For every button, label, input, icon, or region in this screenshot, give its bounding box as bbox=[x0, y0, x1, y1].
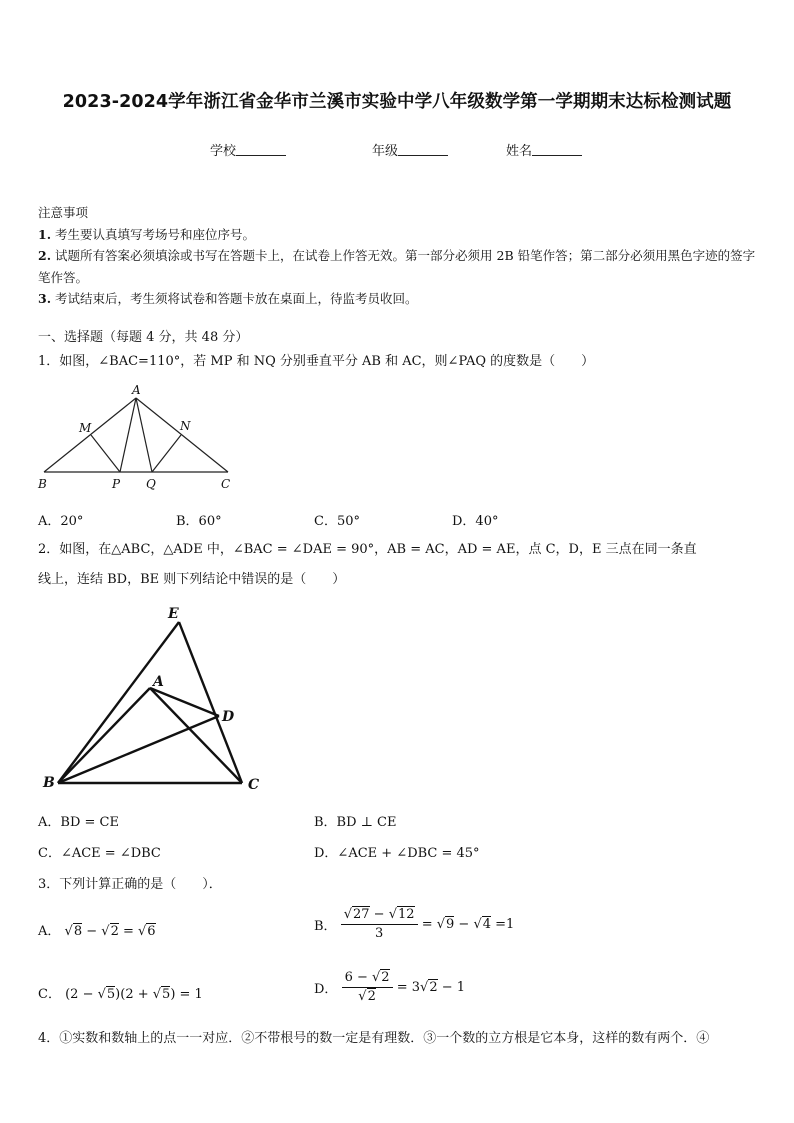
label-n: N bbox=[180, 419, 191, 433]
school-field bbox=[210, 140, 286, 159]
note-item: 2. 试题所有答案必须填涂或书写在答题卡上，在试卷上作答无效。第一部分必须用 2B 铅笔作答；第二部分必须用黑色字迹的签字笔作答。 bbox=[38, 248, 756, 285]
question-1-stem: 1．如图，∠BAC=110°，若 MP 和 NQ 分别垂直平分 AB 和 AC，则∠PAQ 的度数是（ ） bbox=[38, 354, 595, 369]
q3-option-a: A． √8 − √2 = √6 bbox=[38, 924, 156, 939]
grade-label: 年级 bbox=[372, 144, 399, 159]
question-4-stem: 4．①实数和数轴上的点一一对应．②不带根号的数一定是有理数．③一个数的立方根是它本身，这样的数有两个．④ bbox=[38, 1031, 710, 1046]
question-3-stem: 3．下列计算正确的是（ ）． bbox=[38, 877, 222, 892]
q3-option-c: C． (2 − √5)(2 + √5) = 1 bbox=[38, 987, 203, 1002]
label-m: M bbox=[79, 421, 92, 435]
q2-option-c: C．∠ACE = ∠DBC bbox=[38, 846, 161, 861]
label-e: E bbox=[168, 606, 179, 622]
label-b: B bbox=[43, 775, 55, 791]
q2-option-a: A．BD = CE bbox=[38, 815, 119, 830]
question-2-stem-line1: 2．如图，在△ABC，△ADE 中，∠BAC = ∠DAE = 90°，AB = AC，AD = AE，点 C，D，E 三点在同一条直 bbox=[38, 542, 697, 557]
question-2-stem-line2: 线上，连结 BD，BE 则下列结论中错误的是（ ） bbox=[38, 572, 346, 587]
label-a: A bbox=[153, 674, 164, 690]
q3-option-d: D． $\frac{6 - √2}{√2}$ = 3√2 − 1 bbox=[314, 970, 466, 1004]
q1-option-a: A．20° bbox=[38, 514, 84, 529]
notes-heading: 注意事项 bbox=[38, 205, 89, 220]
question-1-figure bbox=[34, 380, 234, 495]
label-c: C bbox=[248, 777, 260, 793]
q3-option-b: B． $\frac{√27 - √12}{3}$ = √9 − √4 =1 bbox=[314, 907, 515, 941]
q2-option-b: B．BD ⊥ CE bbox=[314, 815, 397, 830]
section-heading: 一、选择题（每题 4 分，共 48 分） bbox=[38, 330, 249, 345]
grade-blank bbox=[398, 143, 448, 156]
label-q: Q bbox=[146, 477, 156, 491]
label-a: A bbox=[132, 383, 141, 397]
label-d: D bbox=[222, 709, 235, 725]
q1-option-d: D．40° bbox=[452, 514, 499, 529]
label-b: B bbox=[38, 477, 47, 491]
question-2-figure bbox=[38, 600, 268, 800]
grade-field bbox=[372, 140, 448, 159]
school-blank bbox=[236, 143, 286, 156]
page-title: 2023-2024学年浙江省金华市兰溪市实验中学八年级数学第一学期期末达标检测试题 bbox=[62, 92, 732, 112]
name-field bbox=[506, 140, 582, 159]
label-p: P bbox=[112, 477, 121, 491]
q2-option-d: D．∠ACE + ∠DBC = 45° bbox=[314, 846, 480, 861]
q1-option-c: C．50° bbox=[314, 514, 360, 529]
note-item: 1. 考生要认真填写考场号和座位序号。 bbox=[38, 226, 256, 242]
school-label: 学校 bbox=[210, 144, 237, 159]
notes-block bbox=[38, 202, 760, 310]
name-label: 姓名 bbox=[506, 144, 533, 159]
name-blank bbox=[532, 143, 582, 156]
label-c: C bbox=[221, 477, 231, 491]
q1-option-b: B．60° bbox=[176, 514, 222, 529]
note-item: 3. 考试结束后，考生须将试卷和答题卡放在桌面上，待监考员收回。 bbox=[38, 291, 418, 306]
